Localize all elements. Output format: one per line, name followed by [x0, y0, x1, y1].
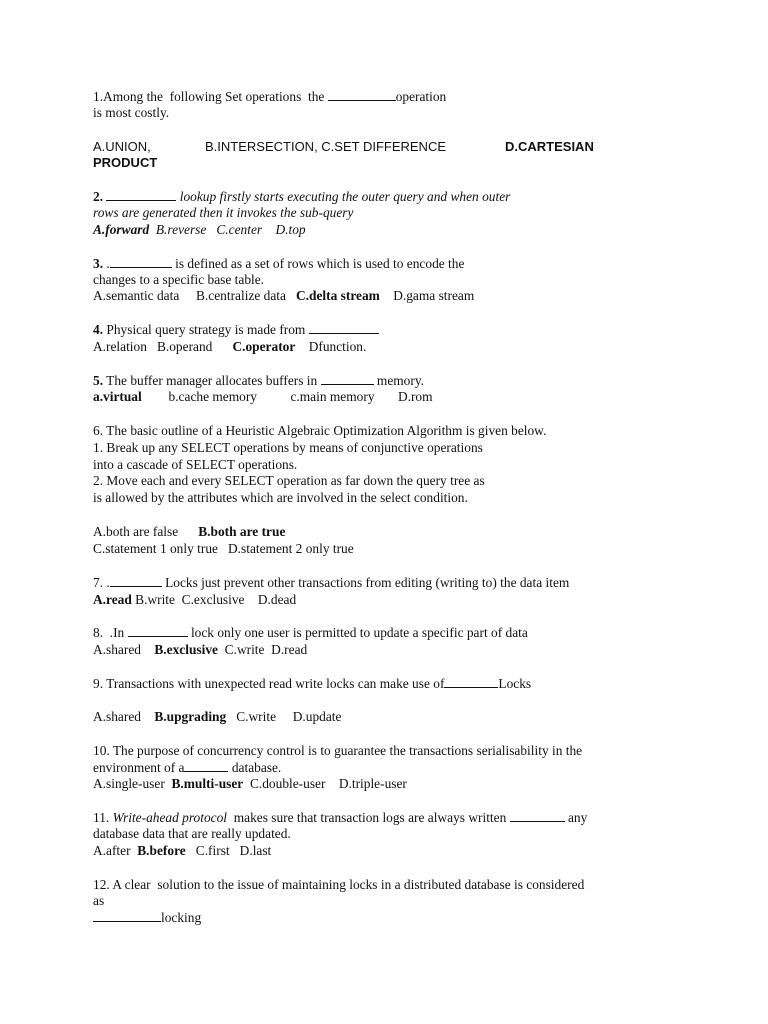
q8-option-b-answer: B.exclusive — [154, 642, 218, 657]
question-6-options-line2: C.statement 1 only true D.statement 2 only true — [93, 541, 354, 556]
q3-stem-text: is defined as a set of rows which is used to encode the — [171, 256, 465, 271]
blank-line — [110, 575, 162, 587]
q8-options-rest: C.write D.read — [217, 642, 308, 657]
question-6-stem: 6. The basic outline of a Heuristic Algebraic Optimization Algorithm is given below. — [93, 423, 547, 438]
q7-number: 7. . — [93, 575, 110, 590]
blank-line — [106, 189, 176, 201]
q11-stem-text-end: any — [564, 810, 588, 825]
question-12-stem-line2: as — [93, 893, 105, 908]
q10-options-rest: C.double-user D.triple-user — [243, 776, 407, 791]
q11-option-b-answer: B.before — [137, 843, 186, 858]
blank-line — [93, 910, 161, 922]
q9-stem-text-end: Locks — [498, 676, 532, 691]
q7-option-a-answer: A.read — [93, 592, 132, 607]
question-11-options — [93, 843, 271, 859]
question-7-options — [93, 592, 296, 608]
q3-options-a-b: A.semantic data B.centralize data — [93, 288, 297, 303]
q1-stem-text: 1.Among the following Set operations the — [93, 89, 328, 104]
q2-stem-text: lookup firstly starts executing the outer query and when outer — [176, 189, 511, 204]
question-3-stem — [93, 256, 464, 272]
q1-option-a: A.UNION, — [93, 139, 151, 154]
q9-option-b-answer: B.upgrading — [154, 709, 227, 724]
question-2-stem — [93, 189, 510, 205]
q2-options-rest: B.reverse C.center D.top — [149, 222, 306, 237]
blank-line — [309, 322, 379, 334]
question-1-stem — [93, 89, 446, 105]
q11-option-a: A.after — [93, 843, 138, 858]
q9-stem-text: 9. Transactions with unexpected read write locks can make use of — [93, 676, 445, 691]
q1-stem-text-end: operation — [395, 89, 447, 104]
q7-options-rest: B.write C.exclusive D.dead — [131, 592, 297, 607]
q8-number: 8. .In — [93, 625, 128, 640]
q1-option-d-answer: D.CARTESIAN — [505, 139, 594, 154]
q2-number: 2. — [93, 189, 107, 204]
q8-option-a: A.shared — [93, 642, 155, 657]
q10-option-a: A.single-user — [93, 776, 172, 791]
q1-option-b-c: B.INTERSECTION, C.SET DIFFERENCE — [205, 139, 447, 154]
question-11-stem-line2: database data that are really updated. — [93, 826, 291, 841]
question-10-stem-line2 — [93, 760, 281, 776]
q1-option-d-answer-line2: PRODUCT — [93, 155, 158, 170]
q11-options-rest: C.first D.last — [185, 843, 272, 858]
q5-stem-text: The buffer manager allocates buffers in — [103, 373, 321, 388]
question-1-stem-line2: is most costly. — [93, 105, 170, 120]
q11-italic-term: Write-ahead protocol — [112, 810, 228, 825]
q3-prefix: . — [103, 256, 110, 271]
q11-number: 11. — [93, 810, 113, 825]
blank-line — [328, 89, 396, 101]
question-3-stem-line2: changes to a specific base table. — [93, 272, 265, 287]
question-12-stem-line3 — [93, 910, 201, 926]
q10-stem-text: environment of a — [93, 760, 185, 775]
question-8-options — [93, 642, 307, 658]
q5-option-a-answer: a.virtual — [93, 389, 142, 404]
q3-option-c-answer: C.delta stream — [296, 288, 380, 303]
question-6-statement-1: 1. Break up any SELECT operations by means of conjunctive operations — [93, 440, 483, 455]
question-5-options — [93, 389, 433, 405]
question-9-options — [93, 709, 341, 725]
q2-option-a-answer: A.forward — [93, 222, 150, 237]
blank-line — [184, 760, 228, 772]
blank-line — [444, 676, 498, 688]
q3-option-d: D.gama stream — [379, 288, 475, 303]
blank-line — [110, 256, 172, 268]
question-10-stem: 10. The purpose of concurrency control is to guarantee the transactions serialisability in the — [93, 743, 583, 758]
question-6-statement-1-cont: into a cascade of SELECT operations. — [93, 457, 298, 472]
question-8-stem — [93, 625, 528, 641]
q9-options-rest: C.write D.update — [226, 709, 342, 724]
q5-options-rest: b.cache memory c.main memory D.rom — [141, 389, 433, 404]
q6-option-b-answer: B.both are true — [198, 524, 286, 539]
question-1-options — [93, 139, 151, 155]
q5-number: 5. — [93, 373, 104, 388]
question-6-options — [93, 524, 285, 540]
question-2-options — [93, 222, 306, 238]
q4-options-a-b: A.relation B.operand — [93, 339, 233, 354]
q12-stem-text-end: locking — [161, 910, 202, 925]
blank-line — [510, 810, 565, 822]
question-11-stem — [93, 810, 587, 826]
question-5-stem — [93, 373, 424, 389]
q10-stem-text-end: database. — [228, 760, 282, 775]
q10-option-b-answer: B.multi-user — [171, 776, 244, 791]
question-2-stem-line2: rows are generated then it invokes the sub-query — [93, 205, 354, 220]
q4-number: 4. — [93, 322, 104, 337]
q11-stem-text: makes sure that transaction logs are always written — [227, 810, 510, 825]
question-6-statement-2: 2. Move each and every SELECT operation as far down the query tree as — [93, 473, 485, 488]
question-7-stem — [93, 575, 569, 591]
q4-option-c-answer: C.operator — [232, 339, 296, 354]
question-4-options — [93, 339, 366, 355]
question-6-statement-2-cont: is allowed by the attributes which are involved in the select condition. — [93, 490, 468, 505]
q9-option-a: A.shared — [93, 709, 155, 724]
q8-stem-text: lock only one user is permitted to update a specific part of data — [187, 625, 528, 640]
question-10-options — [93, 776, 407, 792]
q4-option-d: Dfunction. — [295, 339, 367, 354]
question-12-stem: 12. A clear solution to the issue of maintaining locks in a distributed database is considered — [93, 877, 585, 892]
q7-stem-text: Locks just prevent other transactions from editing (writing to) the data item — [161, 575, 570, 590]
question-4-stem — [93, 322, 379, 338]
blank-line — [128, 625, 188, 637]
question-3-options — [93, 288, 474, 304]
question-9-stem — [93, 676, 531, 692]
blank-line — [321, 373, 374, 385]
q6-option-a: A.both are false — [93, 524, 199, 539]
q4-stem-text: Physical query strategy is made from — [103, 322, 309, 337]
q5-stem-text-end: memory. — [373, 373, 425, 388]
q3-number: 3. — [93, 256, 104, 271]
